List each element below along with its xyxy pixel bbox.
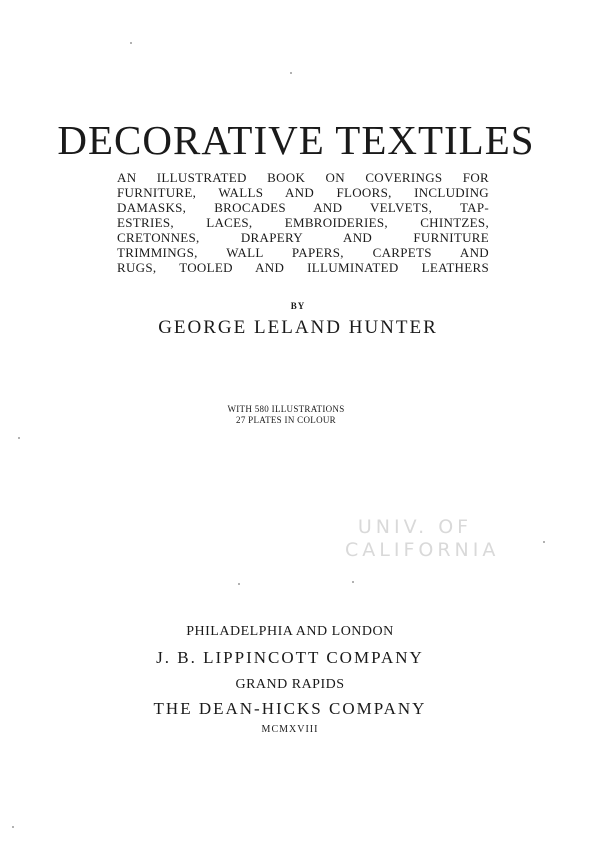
illustrations-count: WITH 580 ILLUSTRATIONS xyxy=(227,404,345,414)
paper-speck xyxy=(352,581,354,583)
book-subtitle xyxy=(117,170,489,275)
subtitle-line: ESTRIES, LACES, EMBROIDERIES, CHINTZES, xyxy=(117,215,489,230)
subtitle-line: FURNITURE, WALLS AND FLOORS, INCLUDING xyxy=(117,185,489,200)
paper-speck xyxy=(12,826,14,828)
illustrations-note xyxy=(0,404,572,426)
by-label: BY xyxy=(290,301,306,311)
publisher-2-name: THE DEAN-HICKS COMPANY xyxy=(153,699,427,718)
subtitle-line: RUGS, TOOLED AND ILLUMINATED LEATHERS xyxy=(117,260,489,275)
subtitle-line: DAMASKS, BROCADES AND VELVETS, TAP- xyxy=(117,200,489,215)
subtitle-line: TRIMMINGS, WALL PAPERS, CARPETS AND xyxy=(117,245,489,260)
publisher-name: J. B. LIPPINCOTT COMPANY xyxy=(156,648,424,667)
paper-speck xyxy=(238,583,240,585)
paper-speck xyxy=(18,437,20,439)
paper-speck xyxy=(290,72,292,74)
publisher-2-city: GRAND RAPIDS xyxy=(235,677,345,692)
publication-year: MCMXVIII xyxy=(261,724,319,735)
plates-count: 27 PLATES IN COLOUR xyxy=(236,415,336,425)
subtitle-line: CRETONNES, DRAPERY AND FURNITURE xyxy=(117,230,489,245)
publisher-cities: PHILADELPHIA AND LONDON xyxy=(186,624,394,639)
library-stamp-line: UNIV. OF xyxy=(357,516,473,538)
paper-speck xyxy=(543,541,545,543)
library-stamp-line: CALIFORNIA xyxy=(345,539,500,561)
paper-speck xyxy=(130,42,132,44)
library-stamp xyxy=(345,516,500,562)
subtitle-line: AN ILLUSTRATED BOOK ON COVERINGS FOR xyxy=(117,170,489,185)
book-title: DECORATIVE TEXTILES xyxy=(57,117,535,163)
author-name: GEORGE LELAND HUNTER xyxy=(158,317,438,338)
